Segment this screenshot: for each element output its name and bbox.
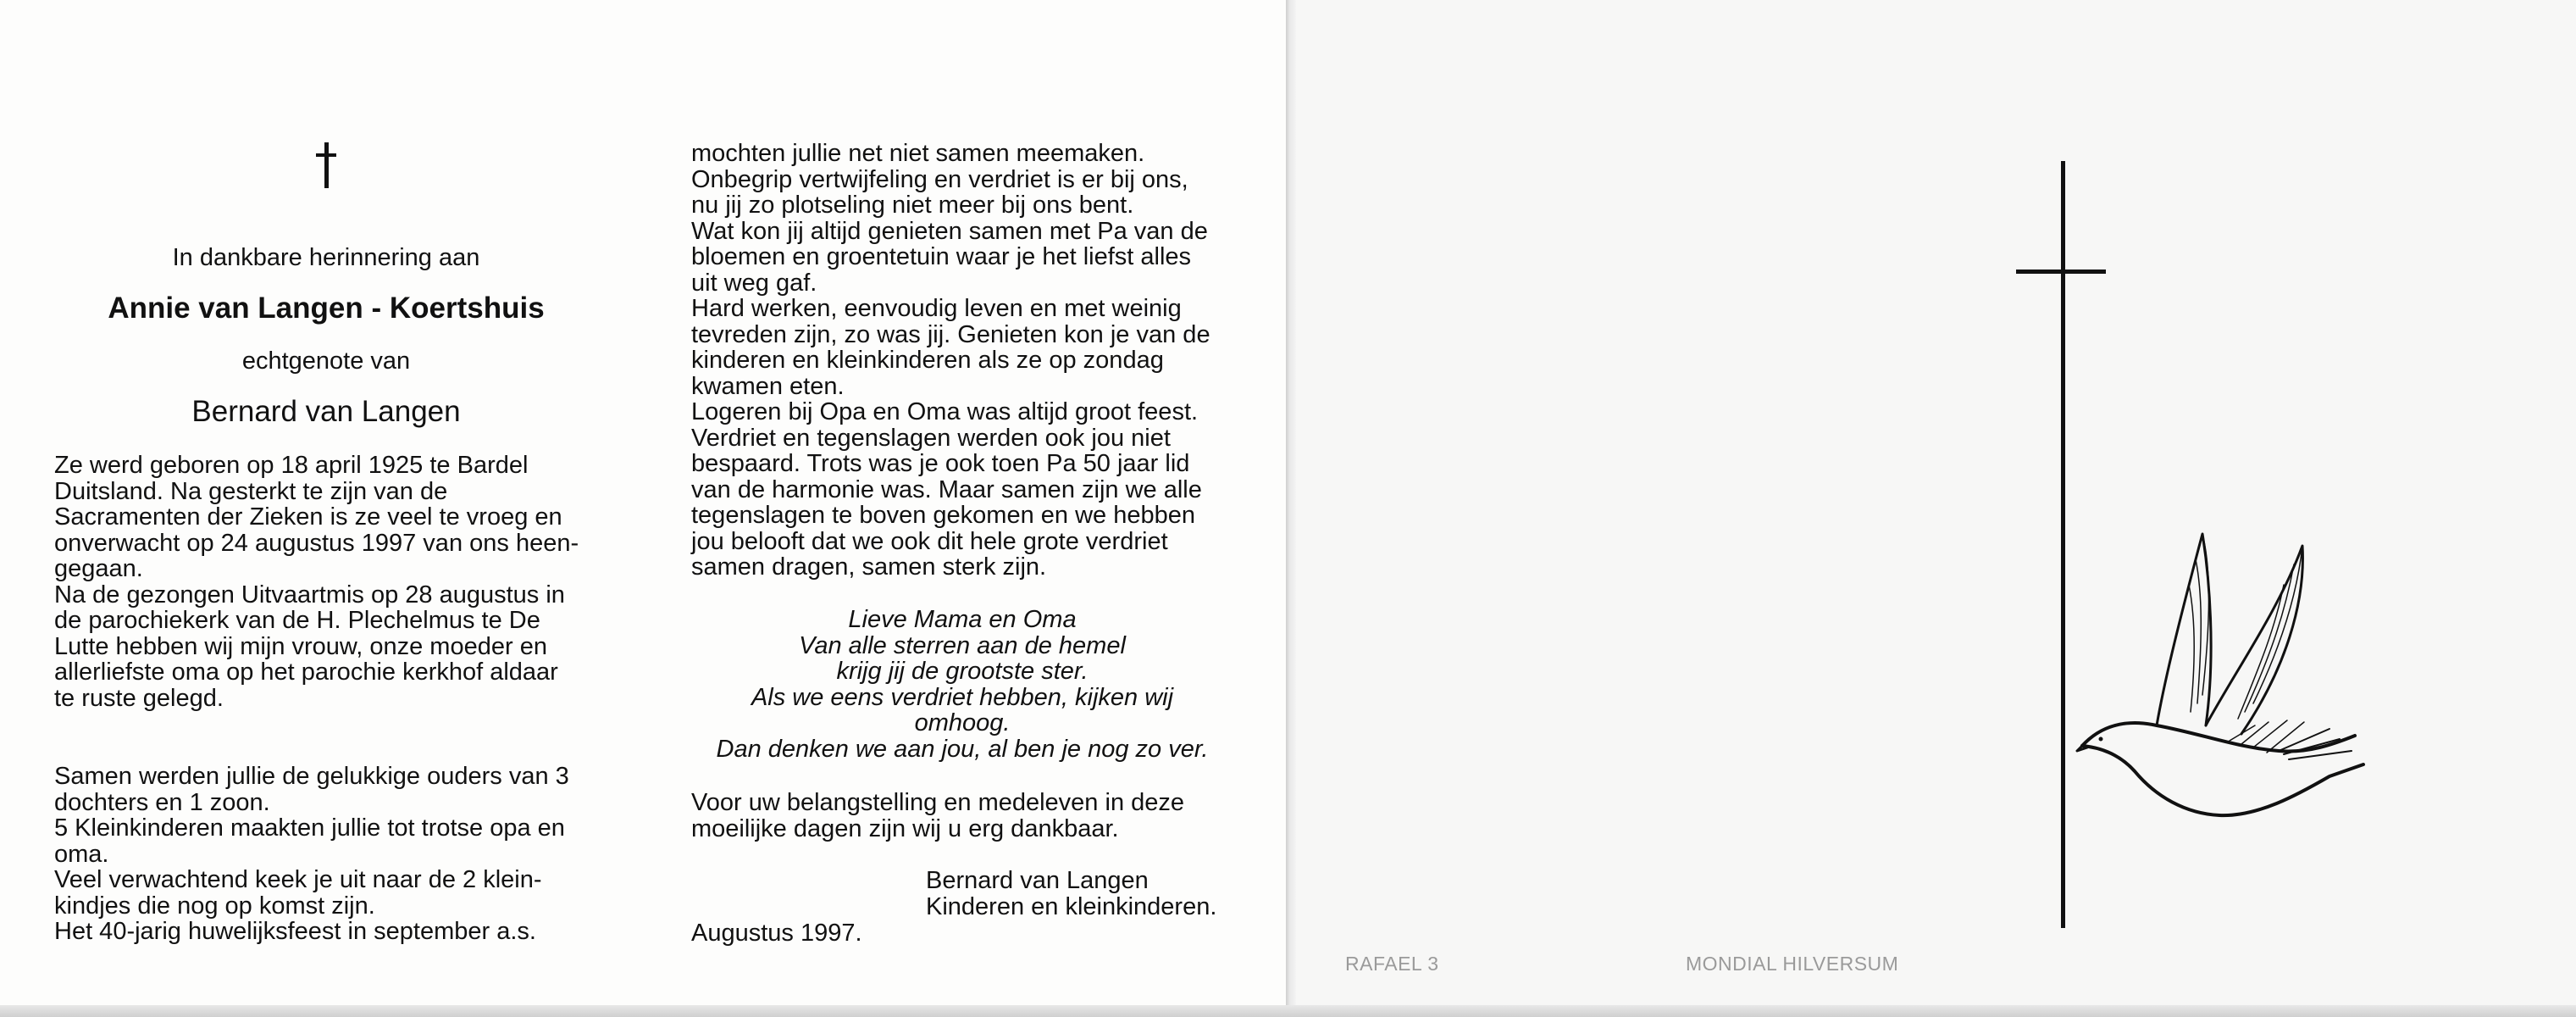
text-line: Onbegrip vertwijfeling en verdriet is er bij ons, [691,165,1188,193]
cross-icon [2061,161,2065,928]
text-line: moeilijke dagen zijn wij u erg dankbaar. [691,814,1119,842]
date-line: Augustus 1997. [691,920,862,947]
publisher-name-label: MONDIAL HILVERSUM [1686,953,1899,975]
poem-line: Dan denken we aan jou, al ben je nog zo ver. [716,735,1209,763]
text-line: mochten jullie net niet samen meemaken. [691,140,1145,167]
text-line: oma. [54,840,109,868]
poem [691,607,1233,762]
page-edge [0,1005,2576,1017]
text-line: Ze werd geboren op 18 april 1925 te Bardel [54,452,529,479]
text-line: kwamen eten. [691,372,845,400]
deceased-name: Annie van Langen - Koertshuis [108,292,545,325]
text-line: samen dragen, samen sterk zijn. [691,553,1047,581]
fold-line [1286,0,1296,1017]
spouse-name: Bernard van Langen [191,395,461,428]
text-line: uit weg gaf. [691,269,817,297]
in-memory-heading: In dankbare herinnering aan [172,244,480,271]
cross-icon [316,142,336,188]
text-line: Sacramenten der Zieken is ze veel te vroeg en [54,503,562,531]
dove-icon [2075,525,2372,831]
text-line: jou belooft dat we ook dit hele grote verdriet [691,527,1168,555]
cross-bar [2016,270,2106,274]
text-line: Hard werken, eenvoudig leven en met weinig [691,295,1182,322]
birth-and-funeral-paragraph [54,453,598,711]
signature-block [926,868,1282,920]
remembrance-paragraph [691,141,1233,581]
text-line: te ruste gelegd. [54,684,224,712]
spouse-intro: echtgenote van [241,347,411,375]
text-line: bespaard. Trots was je ook toen Pa 50 jaar lid [691,450,1190,477]
text-line: Logeren bij Opa en Oma was altijd groot feest. [691,398,1199,425]
text-line: van de harmonie was. Maar samen zijn we alle [691,475,1202,503]
text-line: kindjes die nog op komst zijn. [54,892,375,920]
text-line: dochters en 1 zoon. [54,788,270,816]
text-line: Voor uw belangstelling en medeleven in deze [691,789,1185,816]
text-line: Wat kon jij altijd genieten samen met Pa van de [691,217,1208,245]
cover-page [1296,0,2576,1017]
poem-line: omhoog. [914,709,1011,736]
text-line: 5 Kleinkinderen maakten jullie tot trotse opa en [54,814,565,842]
poem-line: krijg jij de grootste ster. [836,658,1089,685]
text-line: Lutte hebben wij mijn vrouw, onze moeder en [54,632,547,660]
thanks-paragraph [691,790,1233,842]
publisher-series-label: RAFAEL 3 [1345,953,1439,975]
signature-line: Bernard van Langen [926,867,1149,894]
text-line: Veel verwachtend keek je uit naar de 2 klein- [54,866,542,893]
text-line: allerliefste oma op het parochie kerkhof aldaar [54,659,558,686]
text-line: Duitsland. Na gesterkt te zijn van de [54,477,448,505]
poem-line: Lieve Mama en Oma [848,606,1077,633]
poem-line: Als we eens verdriet hebben, kijken wij [751,683,1174,711]
text-line: Verdriet en tegenslagen werden ook jou niet [691,424,1171,452]
text-line: Na de gezongen Uitvaartmis op 28 augustus in [54,581,565,609]
family-paragraph [54,764,598,945]
text-line: onverwacht op 24 augustus 1997 van ons heen- [54,529,579,557]
text-line: Het 40-jarig huwelijksfeest in september a.s. [54,918,536,945]
text-line: Samen werden jullie de gelukkige ouders van 3 [54,763,569,790]
text-line: tegenslagen te boven gekomen en we hebben [691,502,1195,529]
text-line: kinderen en kleinkinderen als ze op zondag [691,347,1164,374]
text-line: gegaan. [54,555,143,582]
text-line: bloemen en groentetuin waar je het liefst alles [691,243,1192,270]
text-line: tevreden zijn, zo was jij. Genieten kon je van de [691,320,1210,348]
signature-line: Kinderen en kleinkinderen. [926,892,1217,920]
poem-line: Van alle sterren aan de hemel [799,631,1126,659]
text-line: de parochiekerk van de H. Plechelmus te De [54,607,540,634]
text-line: nu jij zo plotseling niet meer bij ons bent. [691,192,1134,219]
